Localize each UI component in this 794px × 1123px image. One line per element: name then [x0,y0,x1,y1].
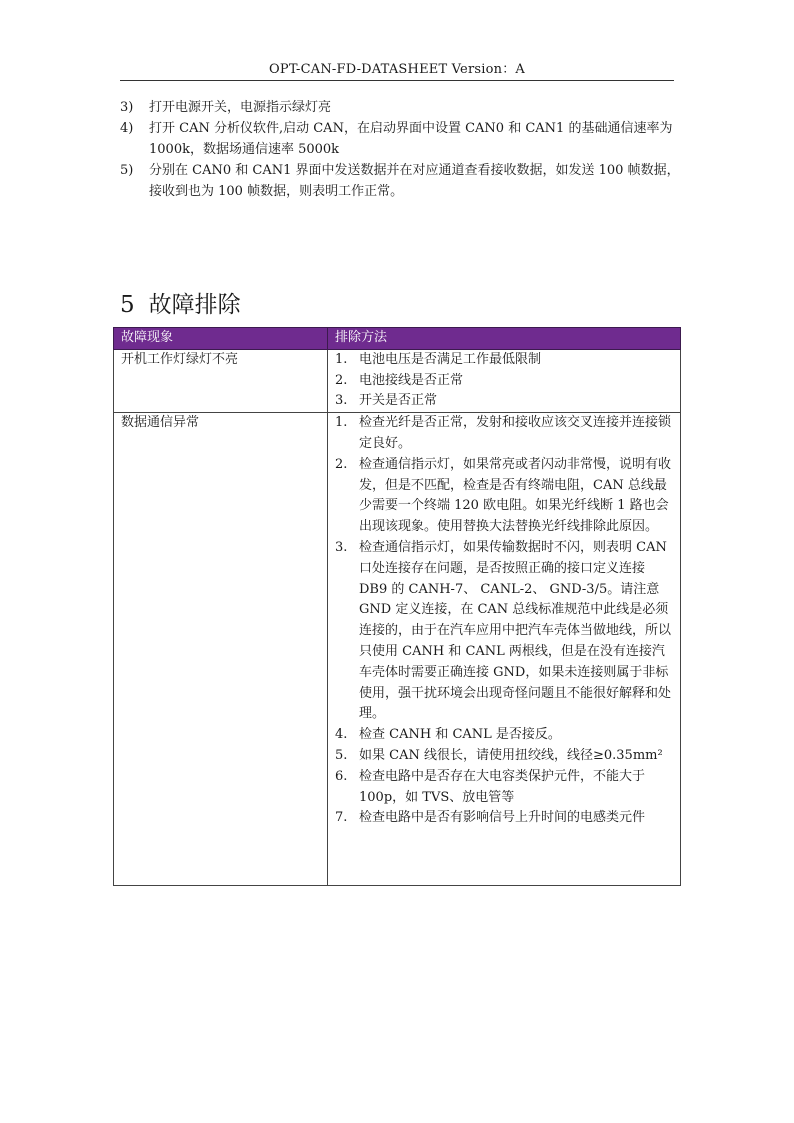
item-number: 3. [335,539,348,555]
step-item [120,97,680,118]
column-header-symptom: 故障现象 [114,328,328,350]
list-item [335,413,680,455]
item-number: 3. [335,393,348,409]
item-text: 检查光纤是否正常，发射和接收应该交叉连接并连接锁定良好。 [359,415,672,451]
list-item [335,350,680,371]
troubleshooting-table [113,327,681,886]
list-item [335,746,680,767]
method-cell [328,349,681,412]
table-row [114,349,681,412]
list-item [335,725,680,746]
item-text: 检查通信指示灯，如果常亮或者闪动非常慢，说明有收发，但是不匹配，检查是否有终端电阻，CAN 总线最少需要一个终端 120 欧电阻。如果光纤线断 1 路也会出现该现象。使用替换大法替换光纤线排除此原因。 [359,456,672,535]
item-number: 2. [335,456,348,472]
section-title: 故障排除 [148,292,241,318]
item-text: 电池接线是否正常 [359,372,464,388]
method-list [335,413,680,829]
symptom-cell: 数据通信异常 [114,413,328,886]
column-header-method: 排除方法 [328,328,681,350]
step-text: 分别在 CAN0 和 CAN1 界面中发送数据并在对应通道查看接收数据，如发送 100 帧数据，接收到也为 100 帧数据，则表明工作正常。 [149,163,680,199]
step-number: 4) [120,121,134,136]
step-number: 5) [120,163,134,178]
method-list [335,350,680,412]
method-cell [328,413,681,886]
item-number: 7. [335,810,348,826]
item-number: 6. [335,768,348,784]
step-text: 打开 CAN 分析仪软件,启动 CAN，在启动界面中设置 CAN0 和 CAN1 的基础通信速率为 1000k，数据场通信速率 5000k [149,121,673,157]
item-text: 检查 CANH 和 CANL 是否接反。 [359,727,561,743]
item-number: 1. [335,415,348,431]
section-number: 5 [120,292,135,318]
header-divider [120,80,674,81]
item-text: 检查通信指示灯，如果传输数据时不闪，则表明 CAN 口处连接存在问题，是否按照正确的接口定义连接 DB9 的 CANH-7、 CANL-2、 GND-3/5。请注意 GND 定义连接，在 CAN 总线标准规范中此线是必须连接的，由于在汽车应用中把汽车壳体当做地线，所以只使用 CANH 和 CANL 两根线，但是在没有连接汽车壳体时需要正确连接 GND，如果未连接则属于非标使用，强干扰环境会出现奇怪问题且不能很好解释和处理。 [359,539,672,722]
step-item [120,118,680,160]
item-number: 2. [335,372,348,388]
symptom-cell: 开机工作灯绿灯不亮 [114,349,328,412]
item-text: 检查电路中是否有影响信号上升时间的电感类元件 [359,810,646,826]
item-text: 检查电路中是否存在大电容类保护元件，不能大于 100p，如 TVS、放电管等 [359,768,646,805]
list-item [335,371,680,392]
item-text: 如果 CAN 线很长，请使用扭绞线，线径≥0.35mm² [359,747,663,763]
section-heading [120,289,241,321]
item-text: 开关是否正常 [359,393,438,409]
table-header-row [114,328,681,350]
step-text: 打开电源开关，电源指示绿灯亮 [149,100,332,115]
step-item [120,160,680,202]
list-item [335,538,680,725]
item-number: 5. [335,747,348,763]
list-item [335,808,680,829]
list-item [335,455,680,538]
procedure-steps [120,97,680,202]
item-text: 电池电压是否满足工作最低限制 [359,351,542,367]
step-number: 3) [120,100,134,115]
table-row [114,413,681,886]
list-item [335,767,680,809]
list-item [335,391,680,412]
page-header: OPT-CAN-FD-DATASHEET Version：A [269,62,525,77]
item-number: 4. [335,727,348,743]
item-number: 1. [335,351,348,367]
